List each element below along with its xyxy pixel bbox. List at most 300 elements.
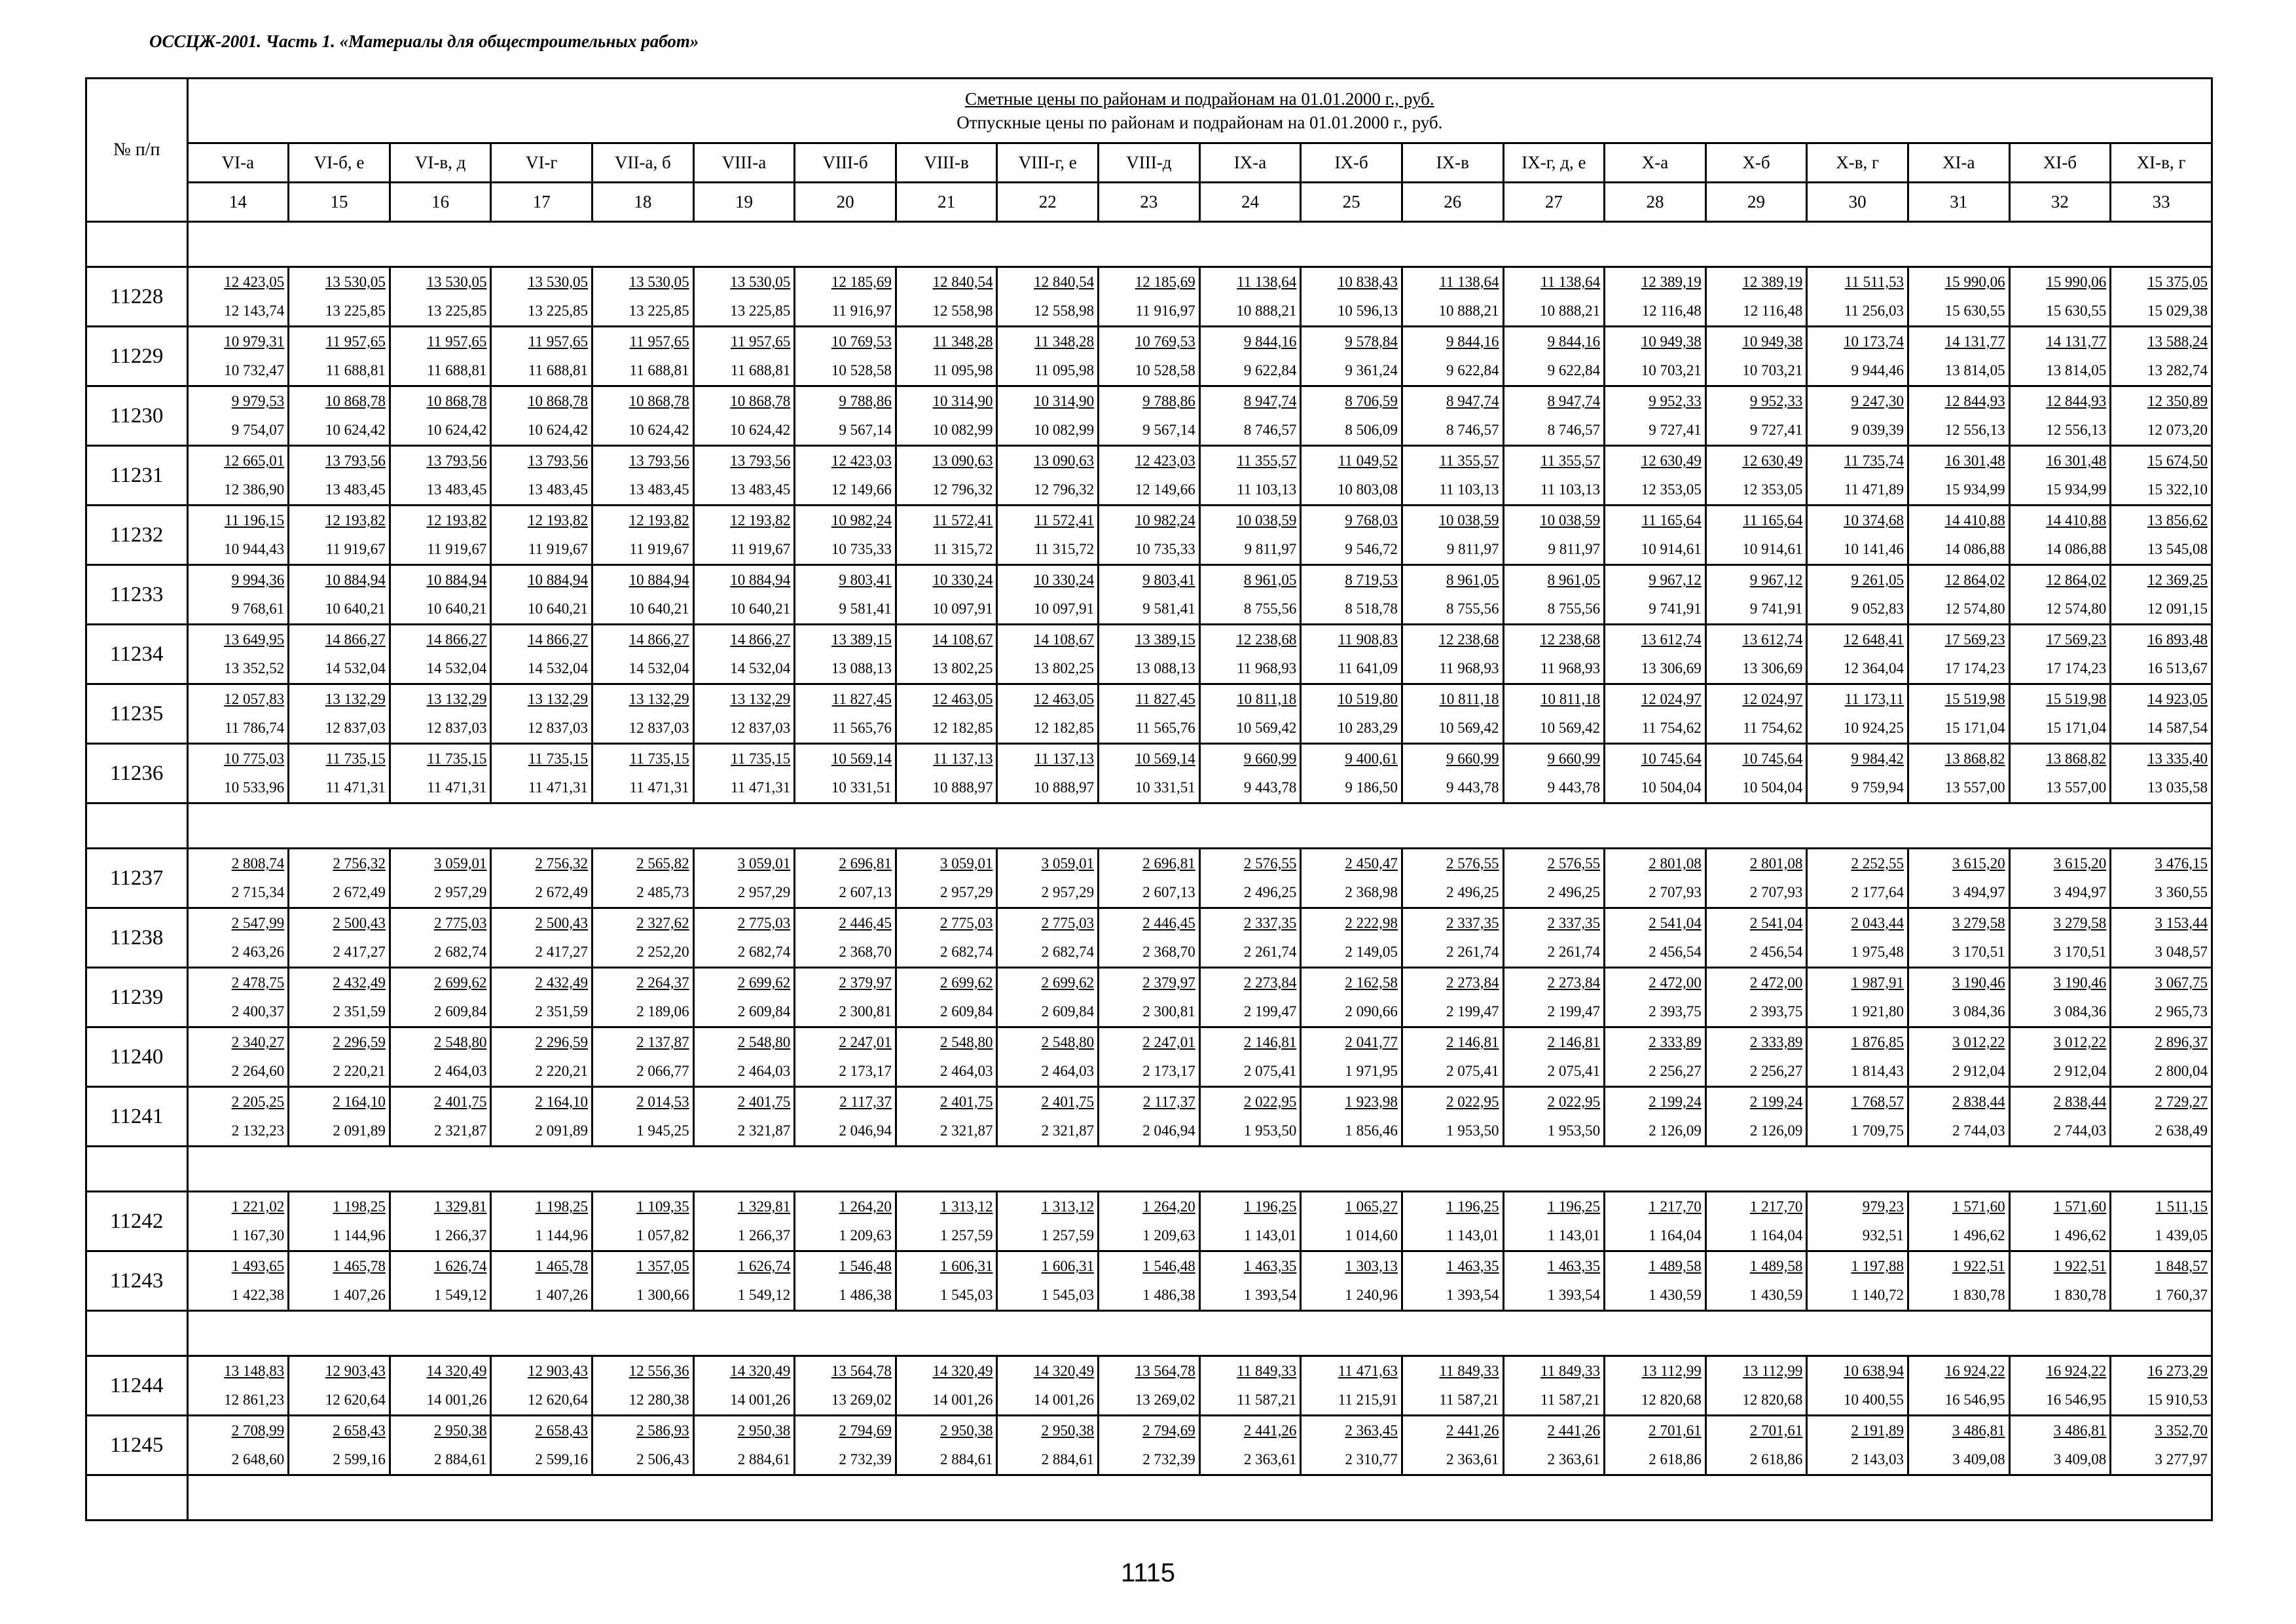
- zone-header: VIII-в: [896, 143, 997, 183]
- release-price: 10 640,21: [730, 600, 791, 617]
- price-cell: [896, 1087, 997, 1147]
- release-price: 13 814,05: [1944, 362, 2005, 378]
- column-number: 14: [187, 183, 289, 222]
- release-price: 9 622,84: [1547, 362, 1601, 378]
- release-price: 2 126,09: [1649, 1122, 1702, 1139]
- release-price: 10 331,51: [831, 779, 892, 796]
- estimated-price: 1 329,81: [737, 1198, 791, 1215]
- release-price: 2 417,27: [333, 944, 386, 960]
- estimated-price: 2 264,37: [636, 974, 689, 991]
- estimated-price: 1 489,58: [1649, 1258, 1702, 1274]
- release-price: 13 557,00: [1944, 779, 2005, 796]
- release-price: 12 386,90: [224, 481, 285, 498]
- estimated-price: 1 264,20: [839, 1198, 892, 1215]
- release-price: 1 496,62: [2053, 1227, 2107, 1244]
- column-number: 32: [2009, 183, 2111, 222]
- price-cell: [795, 1087, 896, 1147]
- price-cell: [795, 1027, 896, 1087]
- estimated-price: 10 949,38: [1641, 333, 1702, 350]
- release-price: 2 485,73: [636, 884, 689, 900]
- release-price: 2 417,27: [535, 944, 589, 960]
- price-cell: [997, 386, 1099, 446]
- release-price: 1 545,03: [939, 1287, 993, 1303]
- estimated-price: 12 844,93: [1944, 393, 2005, 409]
- estimated-price: 12 840,54: [1034, 274, 1095, 290]
- release-price: 9 443,78: [1243, 779, 1297, 796]
- release-price: 10 400,55: [1843, 1392, 1904, 1408]
- estimated-price: 9 578,84: [1345, 333, 1398, 350]
- estimated-price: 3 279,58: [1952, 915, 2005, 931]
- price-cell: [592, 908, 694, 968]
- release-price: 1 760,37: [2155, 1287, 2208, 1303]
- estimated-price: 12 665,01: [224, 452, 285, 469]
- estimated-price: 13 564,78: [1135, 1363, 1195, 1379]
- price-cell: [693, 506, 795, 565]
- release-price: 2 368,98: [1345, 884, 1398, 900]
- estimated-price: 14 410,88: [2046, 512, 2107, 528]
- price-cell: [795, 1416, 896, 1475]
- release-price: 12 837,03: [528, 720, 589, 736]
- price-cell: [187, 968, 289, 1027]
- estimated-price: 3 012,22: [1952, 1034, 2005, 1050]
- release-price: 2 300,81: [1142, 1003, 1195, 1020]
- price-cell: [592, 1356, 694, 1416]
- release-price: 2 261,74: [1446, 944, 1499, 960]
- estimated-price: 12 193,82: [528, 512, 589, 528]
- price-cell: [592, 506, 694, 565]
- price-cell: [1199, 1087, 1301, 1147]
- price-cell: [1099, 1356, 1200, 1416]
- release-price: 8 746,57: [1446, 422, 1499, 438]
- price-cell: [1402, 506, 1503, 565]
- release-price: 1 407,26: [333, 1287, 386, 1303]
- release-price: 11 919,67: [629, 541, 689, 557]
- price-cell: [491, 267, 592, 327]
- estimated-price: 15 519,98: [2046, 691, 2107, 707]
- price-cell: [390, 1356, 491, 1416]
- estimated-price: 2 658,43: [333, 1422, 386, 1439]
- estimated-price: 10 038,59: [1540, 512, 1601, 528]
- estimated-price: 13 132,29: [426, 691, 487, 707]
- price-cell: [997, 1087, 1099, 1147]
- price-cell: [289, 849, 390, 908]
- release-price: 15 630,55: [1944, 303, 2005, 319]
- estimated-price: 1 626,74: [433, 1258, 487, 1274]
- estimated-price: 2 576,55: [1446, 855, 1499, 872]
- estimated-price: 8 947,74: [1446, 393, 1499, 409]
- estimated-price: 12 844,93: [2046, 393, 2107, 409]
- estimated-price: 1 197,88: [1851, 1258, 1904, 1274]
- release-price: 2 638,49: [2155, 1122, 2208, 1139]
- price-cell: [795, 267, 896, 327]
- price-cell: [795, 684, 896, 744]
- release-price: 12 837,03: [426, 720, 487, 736]
- price-cell: [491, 446, 592, 506]
- release-price: 2 199,47: [1446, 1003, 1499, 1020]
- price-cell: [2009, 506, 2111, 565]
- release-price: 2 046,94: [839, 1122, 892, 1139]
- price-cell: [693, 744, 795, 803]
- price-cell: [693, 1192, 795, 1251]
- release-price: 10 703,21: [1641, 362, 1702, 378]
- price-cell: [1199, 1356, 1301, 1416]
- estimated-price: 2 896,37: [2155, 1034, 2208, 1050]
- estimated-price: 10 884,94: [730, 572, 791, 588]
- estimated-price: 10 038,59: [1236, 512, 1297, 528]
- estimated-price: 14 923,05: [2147, 691, 2208, 707]
- estimated-price: 10 638,94: [1843, 1363, 1904, 1379]
- release-price: 9 944,46: [1851, 362, 1904, 378]
- release-price: 12 837,03: [325, 720, 386, 736]
- price-cell: [1605, 1251, 1706, 1311]
- price-cell: [491, 1027, 592, 1087]
- release-price: 1 430,59: [1649, 1287, 1702, 1303]
- estimated-price: 1 313,12: [1041, 1198, 1095, 1215]
- release-price: 10 569,42: [1236, 720, 1297, 736]
- zone-header: IX-а: [1199, 143, 1301, 183]
- estimated-price: 12 556,36: [629, 1363, 689, 1379]
- price-cell: [1099, 849, 1200, 908]
- row-number-header: № п/п: [86, 79, 188, 222]
- release-price: 12 558,98: [1034, 303, 1095, 319]
- price-cell: [1099, 1027, 1200, 1087]
- release-price: 1 953,50: [1547, 1122, 1601, 1139]
- price-cell: [693, 908, 795, 968]
- release-price: 16 546,95: [2046, 1392, 2107, 1408]
- release-price: 2 363,61: [1446, 1451, 1499, 1467]
- release-price: 2 496,25: [1446, 884, 1499, 900]
- release-price: 9 811,97: [1244, 541, 1297, 557]
- price-cell: [2111, 267, 2212, 327]
- separator-cell: [187, 222, 2212, 267]
- estimated-price: 16 273,29: [2147, 1363, 2208, 1379]
- estimated-price: 2 696,81: [839, 855, 892, 872]
- separator-cell: [187, 803, 2212, 849]
- release-price: 11 919,67: [731, 541, 791, 557]
- zone-header: XI-а: [1908, 143, 2009, 183]
- price-cell: [896, 849, 997, 908]
- price-cell: [390, 1027, 491, 1087]
- price-cell: [1705, 744, 1807, 803]
- release-price: 2 957,29: [433, 884, 487, 900]
- release-price: 12 353,05: [1742, 481, 1803, 498]
- estimated-price: 2 117,37: [1143, 1094, 1195, 1110]
- column-number: 18: [592, 183, 694, 222]
- price-cell: [896, 1356, 997, 1416]
- estimated-price: 12 193,82: [426, 512, 487, 528]
- estimated-price: 17 569,23: [1944, 631, 2005, 648]
- column-number: 20: [795, 183, 896, 222]
- estimated-price: 2 441,26: [1446, 1422, 1499, 1439]
- estimated-price: 2 699,62: [939, 974, 993, 991]
- release-price: 11 095,98: [933, 362, 993, 378]
- price-cell: [1301, 1192, 1402, 1251]
- release-price: 14 086,88: [1944, 541, 2005, 557]
- price-cell: [1807, 908, 1908, 968]
- release-price: 12 574,80: [1944, 600, 2005, 617]
- estimated-price: 10 979,31: [224, 333, 285, 350]
- price-cell: [1705, 565, 1807, 625]
- price-cell: [289, 446, 390, 506]
- price-cell: [1807, 684, 1908, 744]
- price-cell: [2009, 1027, 2111, 1087]
- release-price: 10 141,46: [1843, 541, 1904, 557]
- price-cell: [896, 968, 997, 1027]
- release-price: 9 581,41: [839, 600, 892, 617]
- estimated-price: 11 511,53: [1844, 274, 1904, 290]
- release-price: 10 082,99: [932, 422, 993, 438]
- estimated-price: 9 788,86: [839, 393, 892, 409]
- release-price: 2 496,25: [1547, 884, 1601, 900]
- release-price: 11 641,09: [1338, 660, 1398, 676]
- price-cell: [1099, 506, 1200, 565]
- estimated-price: 1 109,35: [636, 1198, 689, 1215]
- estimated-price: 1 876,85: [1851, 1034, 1904, 1050]
- release-price: 10 640,21: [325, 600, 386, 617]
- price-cell: [1705, 506, 1807, 565]
- estimated-price: 3 059,01: [737, 855, 791, 872]
- estimated-price: 14 108,67: [932, 631, 993, 648]
- release-price: 2 609,84: [737, 1003, 791, 1020]
- estimated-price: 1 922,51: [1952, 1258, 2005, 1274]
- estimated-price: 12 185,69: [831, 274, 892, 290]
- estimated-price: 12 185,69: [1135, 274, 1195, 290]
- price-cell: [1605, 684, 1706, 744]
- estimated-price: 13 132,29: [528, 691, 589, 707]
- estimated-price: 2 296,59: [333, 1034, 386, 1050]
- price-cell: [491, 744, 592, 803]
- zone-header: XI-б: [2009, 143, 2111, 183]
- release-price: 13 483,45: [325, 481, 386, 498]
- estimated-price: 13 112,99: [1641, 1363, 1702, 1379]
- estimated-price: 10 811,18: [1439, 691, 1499, 707]
- release-price: 17 174,23: [2046, 660, 2107, 676]
- release-price: 14 001,26: [932, 1392, 993, 1408]
- price-cell: [491, 1087, 592, 1147]
- release-price: 1 830,78: [2053, 1287, 2107, 1303]
- separator-cell: [86, 1147, 188, 1192]
- price-cell: [997, 1416, 1099, 1475]
- separator-cell: [86, 222, 188, 267]
- estimated-price: 2 775,03: [433, 915, 487, 931]
- estimated-price: 14 320,49: [730, 1363, 791, 1379]
- release-price: 10 528,58: [1135, 362, 1195, 378]
- price-cell: [1503, 506, 1605, 565]
- estimated-price: 2 565,82: [636, 855, 689, 872]
- price-cell: [1402, 744, 1503, 803]
- price-cell: [1503, 1356, 1605, 1416]
- estimated-price: 2 699,62: [737, 974, 791, 991]
- zone-header: IX-г, д, е: [1503, 143, 1605, 183]
- estimated-price: 13 148,83: [224, 1363, 285, 1379]
- estimated-price: 10 330,24: [1034, 572, 1095, 588]
- price-cell: [491, 849, 592, 908]
- estimated-price: 12 193,82: [629, 512, 689, 528]
- table-row: [86, 744, 2212, 803]
- zone-header: VIII-д: [1099, 143, 1200, 183]
- price-cell: [1503, 267, 1605, 327]
- release-price: 3 170,51: [2053, 944, 2107, 960]
- estimated-price: 10 884,94: [528, 572, 589, 588]
- release-price: 11 471,31: [528, 779, 589, 796]
- price-cell: [187, 1251, 289, 1311]
- price-cell: [997, 1356, 1099, 1416]
- estimated-price: 13 530,05: [629, 274, 689, 290]
- release-price: 2 912,04: [1952, 1063, 2005, 1079]
- price-cell: [289, 684, 390, 744]
- estimated-price: 8 961,05: [1243, 572, 1297, 588]
- release-price: 2 310,77: [1345, 1451, 1398, 1467]
- price-cell: [491, 565, 592, 625]
- price-cell: [795, 565, 896, 625]
- estimated-price: 9 660,99: [1446, 750, 1499, 767]
- release-price: 10 888,97: [1034, 779, 1095, 796]
- release-price: 8 746,57: [1243, 422, 1297, 438]
- release-price: 2 321,87: [433, 1122, 487, 1139]
- estimated-price: 2 199,24: [1749, 1094, 1803, 1110]
- estimated-price: 1 463,35: [1446, 1258, 1499, 1274]
- estimated-price: 10 982,24: [831, 512, 892, 528]
- price-cell: [896, 1192, 997, 1251]
- estimated-price: 3 153,44: [2155, 915, 2208, 931]
- price-cell: [1503, 1027, 1605, 1087]
- release-price: 2 363,61: [1243, 1451, 1297, 1467]
- estimated-price: 15 519,98: [1944, 691, 2005, 707]
- estimated-price: 2 838,44: [1952, 1094, 2005, 1110]
- price-cell: [1402, 1027, 1503, 1087]
- estimated-price: 1 546,48: [839, 1258, 892, 1274]
- release-price: 2 464,03: [433, 1063, 487, 1079]
- price-cell: [2009, 1087, 2111, 1147]
- estimated-price: 13 793,56: [325, 452, 386, 469]
- estimated-price: 2 222,98: [1345, 915, 1398, 931]
- item-code: 11244: [86, 1356, 188, 1416]
- price-cell: [491, 1251, 592, 1311]
- estimated-price: 2 950,38: [939, 1422, 993, 1439]
- price-cell: [1705, 1192, 1807, 1251]
- release-price: 3 084,36: [2053, 1003, 2107, 1020]
- estimated-price: 1 489,58: [1749, 1258, 1803, 1274]
- estimated-price: 14 320,49: [1034, 1363, 1095, 1379]
- release-price: 1 393,54: [1243, 1287, 1297, 1303]
- release-price: 2 496,25: [1243, 884, 1297, 900]
- price-cell: [1199, 1416, 1301, 1475]
- release-price: 2 456,54: [1649, 944, 1702, 960]
- price-cell: [693, 1027, 795, 1087]
- release-price: 14 532,04: [426, 660, 487, 676]
- price-cell: [390, 684, 491, 744]
- estimated-price: 1 196,25: [1446, 1198, 1499, 1215]
- release-price: 2 351,59: [535, 1003, 589, 1020]
- price-cell: [997, 968, 1099, 1027]
- release-price: 2 400,37: [231, 1003, 285, 1020]
- estimated-price: 11 355,57: [1439, 452, 1499, 469]
- estimated-price: 2 041,77: [1345, 1034, 1398, 1050]
- estimated-price: 12 463,05: [1034, 691, 1095, 707]
- price-cell: [491, 908, 592, 968]
- release-price: 13 306,69: [1742, 660, 1803, 676]
- price-cell: [1301, 565, 1402, 625]
- estimated-price: 1 313,12: [939, 1198, 993, 1215]
- price-cell: [2111, 968, 2212, 1027]
- price-cell: [1099, 625, 1200, 684]
- price-cell: [1908, 684, 2009, 744]
- price-cell: [1402, 565, 1503, 625]
- release-price: 9 039,39: [1851, 422, 1904, 438]
- price-cell: [1402, 625, 1503, 684]
- price-cell: [693, 968, 795, 1027]
- price-cell: [2111, 684, 2212, 744]
- estimated-price: 14 108,67: [1034, 631, 1095, 648]
- price-cell: [896, 1027, 997, 1087]
- price-cell: [1908, 744, 2009, 803]
- price-cell: [693, 327, 795, 386]
- estimated-price: 11 849,33: [1237, 1363, 1297, 1379]
- release-price: 2 609,84: [433, 1003, 487, 1020]
- price-cell: [1301, 446, 1402, 506]
- release-price: 1 143,01: [1243, 1227, 1297, 1244]
- release-price: 2 648,60: [231, 1451, 285, 1467]
- price-cell: [1402, 446, 1503, 506]
- price-cell: [1503, 446, 1605, 506]
- release-price: 2 189,06: [636, 1003, 689, 1020]
- estimated-price: 10 811,18: [1237, 691, 1297, 707]
- estimated-price: 9 967,12: [1649, 572, 1702, 588]
- price-cell: [592, 386, 694, 446]
- release-price: 13 802,25: [932, 660, 993, 676]
- zone-header: VIII-а: [693, 143, 795, 183]
- estimated-price: 2 401,75: [939, 1094, 993, 1110]
- estimated-price: 10 949,38: [1742, 333, 1803, 350]
- release-price: 2 618,86: [1749, 1451, 1803, 1467]
- price-cell: [896, 908, 997, 968]
- price-cell: [2111, 327, 2212, 386]
- release-price: 11 471,89: [1844, 481, 1904, 498]
- estimated-price: 11 165,64: [1641, 512, 1702, 528]
- estimated-price: 9 979,53: [231, 393, 285, 409]
- release-price: 2 220,21: [333, 1063, 386, 1079]
- estimated-price: 12 350,89: [2147, 393, 2208, 409]
- estimated-prices-title: Сметные цены по районам и подрайонам на 01.01.2000 г., руб.: [964, 89, 1434, 109]
- item-code: 11239: [86, 968, 188, 1027]
- price-cell: [1807, 267, 1908, 327]
- price-cell: [1705, 267, 1807, 327]
- estimated-price: 2 273,84: [1547, 974, 1601, 991]
- estimated-price: 13 335,40: [2147, 750, 2208, 767]
- release-price: 1 921,80: [1851, 1003, 1904, 1020]
- estimated-price: 13 090,63: [932, 452, 993, 469]
- price-cell: [795, 386, 896, 446]
- estimated-price: 2 247,01: [1142, 1034, 1195, 1050]
- price-cell: [491, 506, 592, 565]
- estimated-price: 2 379,97: [1142, 974, 1195, 991]
- estimated-price: 11 137,13: [1034, 750, 1095, 767]
- price-cell: [795, 1356, 896, 1416]
- price-cell: [592, 744, 694, 803]
- release-price: 2 261,74: [1547, 944, 1601, 960]
- estimated-price: 16 301,48: [2046, 452, 2107, 469]
- estimated-price: 9 400,61: [1345, 750, 1398, 767]
- price-cell: [1503, 1416, 1605, 1475]
- price-cell: [1402, 1087, 1503, 1147]
- estimated-price: 1 626,74: [737, 1258, 791, 1274]
- price-cell: [2111, 1027, 2212, 1087]
- estimated-price: 2 756,32: [535, 855, 589, 872]
- release-price: 1 209,63: [1142, 1227, 1195, 1244]
- estimated-price: 2 296,59: [535, 1034, 589, 1050]
- estimated-price: 16 893,48: [2147, 631, 2208, 648]
- item-code: 11242: [86, 1192, 188, 1251]
